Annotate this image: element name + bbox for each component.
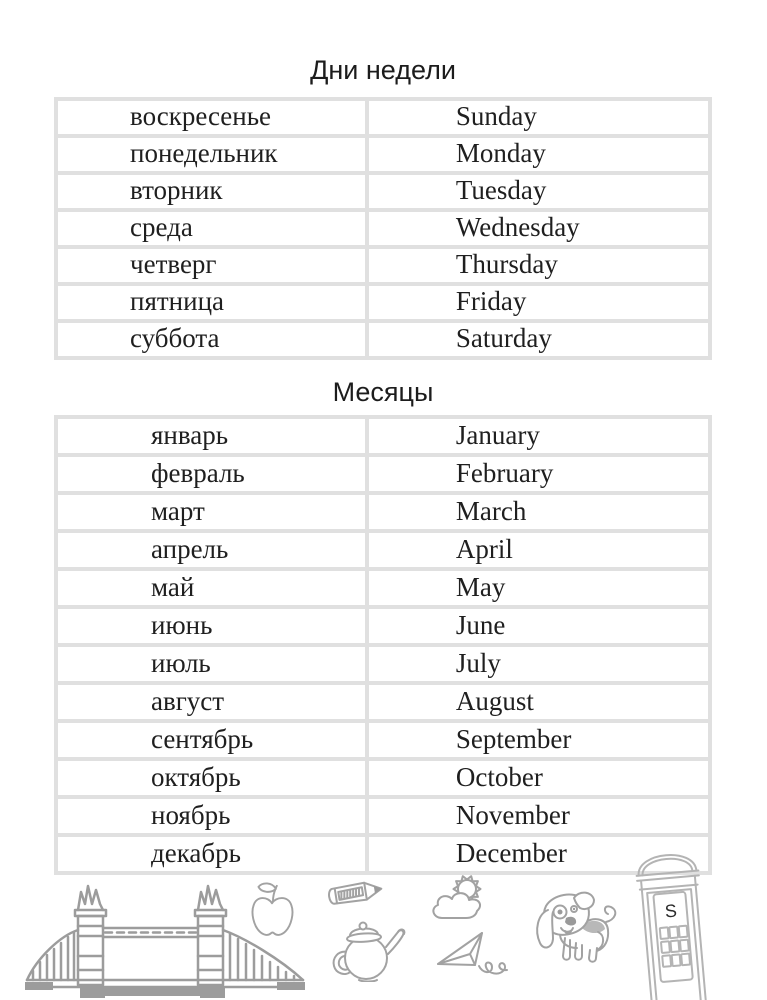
- english-word-cell: June: [369, 609, 712, 647]
- russian-word-cell: среда: [58, 212, 369, 249]
- russian-word-cell: четверг: [58, 249, 369, 286]
- english-word-cell: August: [369, 685, 712, 723]
- russian-word-cell: март: [58, 495, 369, 533]
- english-word-cell: October: [369, 761, 712, 799]
- phone-booth-letter: S: [663, 900, 678, 922]
- cloud-sun-icon: [429, 873, 493, 923]
- table-row: [58, 249, 712, 286]
- table-row: [58, 457, 712, 495]
- english-word-cell: Friday: [369, 286, 712, 323]
- table-row: [58, 533, 712, 571]
- table-row: [58, 323, 712, 360]
- english-word-cell: Saturday: [369, 323, 712, 360]
- table-row: [58, 101, 712, 138]
- apple-icon: [248, 882, 296, 940]
- table-row: [58, 685, 712, 723]
- table-row: [58, 799, 712, 837]
- russian-word-cell: октябрь: [58, 761, 369, 799]
- english-word-cell: May: [369, 571, 712, 609]
- english-word-cell: Tuesday: [369, 175, 712, 212]
- russian-word-cell: январь: [58, 419, 369, 457]
- english-word-cell: Wednesday: [369, 212, 712, 249]
- english-word-cell: January: [369, 419, 712, 457]
- english-word-cell: March: [369, 495, 712, 533]
- russian-word-cell: вторник: [58, 175, 369, 212]
- puppy-icon: [527, 890, 619, 970]
- table-row: [58, 723, 712, 761]
- russian-word-cell: июнь: [58, 609, 369, 647]
- english-word-cell: November: [369, 799, 712, 837]
- russian-word-cell: сентябрь: [58, 723, 369, 761]
- english-word-cell: Sunday: [369, 101, 712, 138]
- english-word-cell: February: [369, 457, 712, 495]
- phone-booth-icon: [628, 842, 717, 1000]
- days-section-title: Дни недели: [310, 55, 456, 85]
- russian-word-cell: декабрь: [58, 837, 369, 875]
- table-row: [58, 286, 712, 323]
- teapot-icon: [330, 920, 408, 982]
- russian-word-cell: пятница: [58, 286, 369, 323]
- english-word-cell: December: [369, 837, 712, 875]
- table-row: [58, 609, 712, 647]
- days-table-body: [58, 101, 712, 360]
- english-word-cell: Monday: [369, 138, 712, 175]
- months-table: [54, 415, 712, 875]
- russian-word-cell: суббота: [58, 323, 369, 360]
- russian-word-cell: февраль: [58, 457, 369, 495]
- table-row: [58, 419, 712, 457]
- days-table: [54, 97, 712, 360]
- paper-plane-icon: [435, 930, 519, 976]
- table-row: [58, 175, 712, 212]
- table-row: [58, 138, 712, 175]
- table-row: [58, 571, 712, 609]
- russian-word-cell: август: [58, 685, 369, 723]
- table-row: [58, 212, 712, 249]
- english-word-cell: September: [369, 723, 712, 761]
- russian-word-cell: воскресенье: [58, 101, 369, 138]
- table-row: [58, 761, 712, 799]
- russian-word-cell: апрель: [58, 533, 369, 571]
- english-word-cell: April: [369, 533, 712, 571]
- table-row: [58, 495, 712, 533]
- english-word-cell: Thursday: [369, 249, 712, 286]
- months-table-body: [58, 419, 712, 875]
- table-row: [58, 837, 712, 875]
- russian-word-cell: ноябрь: [58, 799, 369, 837]
- months-section-title: Месяцы: [332, 377, 434, 407]
- pencil-icon: [324, 876, 387, 911]
- english-word-cell: July: [369, 647, 712, 685]
- russian-word-cell: понедельник: [58, 138, 369, 175]
- table-row: [58, 647, 712, 685]
- russian-word-cell: май: [58, 571, 369, 609]
- russian-word-cell: июль: [58, 647, 369, 685]
